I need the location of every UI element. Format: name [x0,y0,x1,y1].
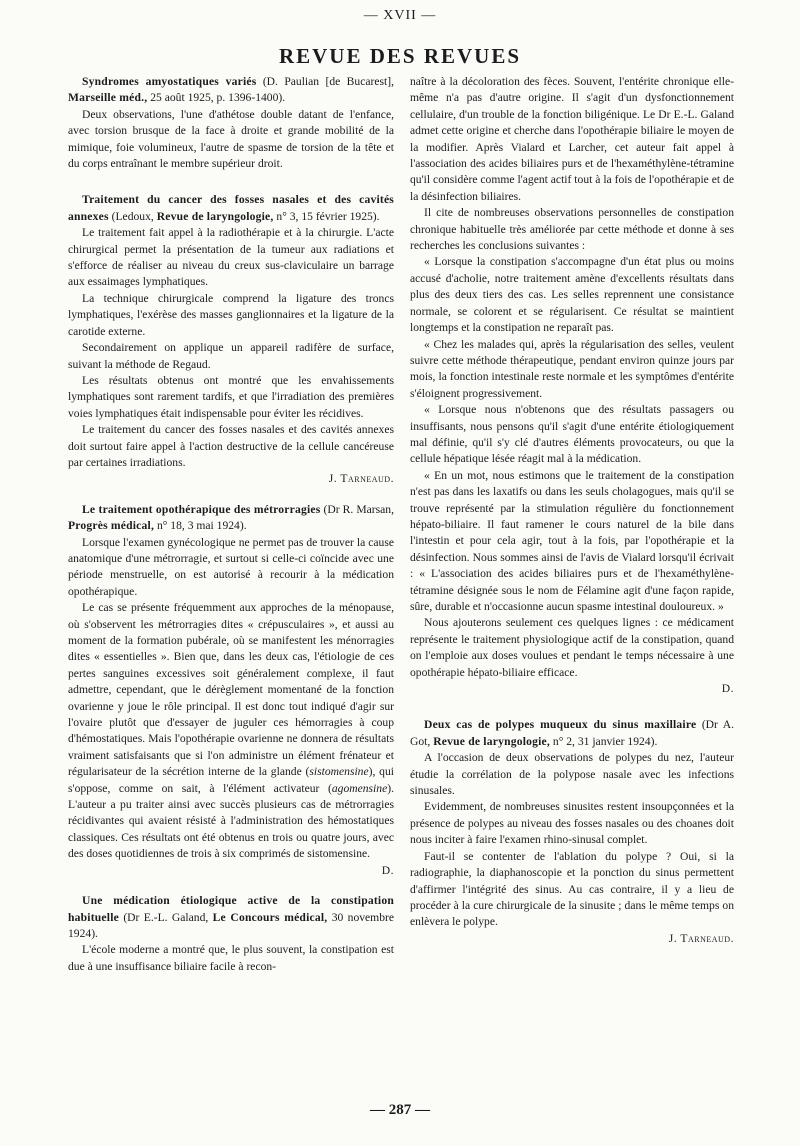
article-paragraph: naître à la décoloration des fèces. Souvent, l'entérite chronique elle-même n'a pas d'autre origine. Il s'agit d'un dysfonctionnement cellulaire, d'un trouble de la fonction biligénique. Le Dr E.-L. Galand admet cette origine et cherche dans l'opothérapie biliaire le moyen de la modifier. Après Vialard et Larcher, cet auteur fait appel à l'association des acides biliaires purs et de l'hexaméthylène-tétramine qu'il considère comme l'agent actif tout à la fois de l'opothérapie et de la désinfection biliaires. [410,75,734,203]
article-paragraph: Secondairement on applique un appareil radifère de surface, suivant la méthode de Regaud. [68,341,394,371]
article-paragraph: Nous ajouterons seulement ces quelques lignes : ce médicament représente le traitement physiologique actif de la constipation, quand on l'emploie aux doses voulues et pendant le temps nécessaire à une opothérapie hépato-biliaire efficace. [410,616,734,679]
article-paragraph: Il cite de nombreuses observations personnelles de constipation chronique habituelle très améliorée par cette méthode et donne à ses recherches les conclusions suivantes : [410,206,734,253]
article-paragraph: A l'occasion de deux observations de polypes du nez, l'auteur étudie la corrélation de la polypose nasale avec les infections sinusales. [410,751,734,798]
article-paragraph: Faut-il se contenter de l'ablation du polype ? Oui, si la radiographie, la diaphanoscopie et la ponction du sinus permettent d'affirmer l'intégrité des sinus. Au cas contraire, il y a lieu de procéder à la cure chirurgicale de la sinusite ; dans le même temps on enlèvera le polype. [410,849,734,929]
author-signature: D. [381,863,394,877]
author-signature: J. Tarneaud. [328,472,394,486]
right-column [410,74,734,947]
article-heading: Une médication étiologique active de la constipation habituelle (Dr E.-L. Galand, Le Concours médical, 30 novembre 1924). [68,894,395,940]
left-column [68,74,394,975]
article-paragraph: La technique chirurgicale comprend la ligature des troncs lymphatiques, l'exérèse des masses ganglionnaires et la ligature de la carotide externe. [68,291,394,338]
article-paragraph: Le traitement fait appel à la radiothérapie et à la chirurgie. L'acte chirurgical permet la présentation de la tumeur aux radiations et s'efforce de réaliser au niveau du creux sus-claviculaire un barrage aux essaimages lymphatiques. [68,226,394,289]
article-paragraph: Evidemment, de nombreuses sinusites restent insoupçonnées et la présence de polypes au niveau des fosses nasales ou des choanes doit nous inciter à faire l'examen rhino-sinusal complet. [410,800,734,847]
article-heading: Deux cas de polypes muqueux du sinus maxillaire (Dr A. Got, Revue de laryngologie, n° 2, 31 janvier 1924). [410,718,735,748]
author-signature: J. Tarneaud. [668,931,734,945]
article-paragraph: « Lorsque nous n'obtenons que des résultats passagers ou insuffisants, nous pensons qu'il s'agit d'une entérite étiologiquement mal définie, qu'il s'y clé d'autres éléments provocateurs, ou que la cellule hépatique lésée réagit mal à la médication. [410,403,734,466]
article-heading: Syndromes amyostatiques variés (D. Paulian [de Bucarest], Marseille méd., 25 août 1925, p. 1396-1400). [68,75,394,105]
article-paragraph: Lorsque l'examen gynécologique ne permet pas de trouver la cause anatomique d'une métrorragie, et surtout si celle-ci coïncide avec une période menstruelle, on est autorisé à recourir à la médication opothérapique. [68,535,394,598]
page-number: — 287 — [370,1102,430,1118]
page-header-numeral: — XVII — [363,8,437,23]
article-paragraph: L'école moderne a montré que, le plus souvent, la constipation est due à une insuffisance biliaire facile à recon- [68,943,394,973]
article-heading: Traitement du cancer des fosses nasales et des cavités annexes (Ledoux, Revue de laryngologie, n° 3, 15 février 1925). [68,193,394,223]
article-paragraph: Les résultats obtenus ont montré que les envahissements lymphatiques sont rarement tardifs, et que l'irradiation des premières voies lymphatiques était indispensable pour éviter les récidives. [68,373,394,420]
article-paragraph: Deux observations, l'une d'athétose double datant de l'enfance, avec torsion brusque de la face à droite et grande mobilité de la mimique, foie volumineux, l'autre de spasme de torsion de la tête et du corps entraînant le membre supérieur droit. [68,107,394,171]
author-signature: D. [721,682,734,696]
article-paragraph: « Chez les malades qui, après la régularisation des selles, veulent suivre cette méthode thérapeutique, pendant environ quinze jours par mois, la fonction intestinale reste normale et les symptômes d'entérite s'éloignent progressivement. [410,337,734,400]
article-paragraph: Le traitement du cancer des fosses nasales et des cavités annexes doit surtout faire appel à l'action destructive de la cellule cancéreuse par certaines irradiations. [68,423,394,469]
article-heading: Le traitement opothérapique des métrorragies (Dr R. Marsan, Progrès médical, n° 18, 3 mai 1924). [68,502,394,533]
article-paragraph: Le cas se présente fréquemment aux approches de la ménopause, où s'observent les métrorragies dites « crépusculaires », et aussi au moment de la formation pubérale, où se manifestent les ménorragies dites « essentielles ». Bien que, dans les deux cas, l'étiologie de ces pertes sanguines excessives soit généralement complexe, il faut admettre, cependant, que le dérèglement momentané de la fonction ovarienne y joue le rôle principal. Il est donc tout indiqué d'agir sur l'ovaire plutôt que d'essayer de juguler ces hémorragies à coup d'hémostatiques. Mais l'opothérapie ovarienne ne donnera de résultats vraiment satisfaisants que si l'on administre un élément frénateur et régularisateur de la sécrétion interne de la glande (sistomensine), qui s'oppose, comme on sait, à l'élément activateur (agomensine). L'auteur a pu traiter ainsi avec succès plusieurs cas de métrorragies récidivantes qui avaient résisté à l'administration des hémostatiques classiques. Ces résultats ont été obtenus en trois ou quatre jours, avec des doses quotidiennes de trois à six comprimés de sistomensine. [68,601,394,861]
page-title: REVUE DES REVUES [278,44,522,68]
article-paragraph: « Lorsque la constipation s'accompagne d'un état plus ou moins accusé d'acholie, notre traitement amène d'excellents résultats dans plus des deux tiers des cas. Les selles reprennent une consistance normale, se colorent et se régularisent. Ce résultat se maintient longtemps et la constipation ne reparaît pas. [410,255,734,335]
article-paragraph: « En un mot, nous estimons que le traitement de la constipation n'est pas dans les laxatifs ou dans les seuls cholagogues, mais qu'il se trouve représenté par la stimulation régulière du fonctionnement hépato-biliaire. Il faut ramener le cours naturel de la bile dans l'intestin et pour cela agir, tout à la fois, par l'opothérapie et la désinfection. Nous sommes ainsi de l'avis de Vialard lorsqu'il écrivait : « L'association des acides biliaires purs et de l'hexaméthylène-tétramine désignée sous le nom de Félamine agit d'une façon rapide, sûre, durable et n'occasionne aucun spasme intestinal douloureux. » [410,468,734,613]
